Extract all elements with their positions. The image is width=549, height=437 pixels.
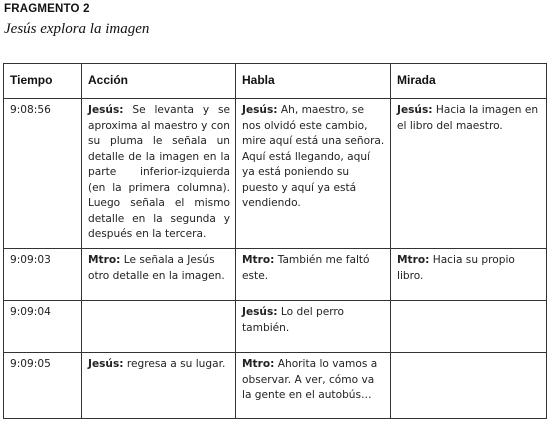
speaker-label: Mtro: — [242, 358, 275, 370]
mirada-cell — [391, 301, 547, 353]
speaker-label: Jesús: — [242, 104, 278, 116]
speaker-label: Jesús: — [242, 306, 278, 318]
fragment-title: Jesús explora la imagen — [4, 21, 150, 37]
habla-cell — [236, 353, 391, 419]
cell-text: Se levanta y se aproxima al maestro y con su pluma le señala un detalle de la imagen en la parte inferior-izquierda (en la primera columna). Luego señala el mismo detalle en la segunda y después en la tercera. — [88, 104, 230, 240]
speaker-label: Mtro: — [242, 254, 275, 266]
mirada-cell — [391, 249, 547, 301]
cell-text: Lo del perro también. — [242, 306, 345, 334]
accion-cell — [82, 249, 236, 301]
header-tiempo: Tiempo — [4, 64, 82, 99]
transcript-table — [3, 63, 547, 419]
speaker-label: Jesús: — [397, 104, 433, 116]
habla-cell — [236, 301, 391, 353]
accion-cell — [82, 353, 236, 419]
cell-text: También me faltó este. — [242, 254, 370, 282]
header-accion: Acción — [82, 64, 236, 99]
cell-text: Hacia la imagen en el libro del maestro. — [397, 104, 539, 132]
cell-text: Ah, maestro, se nos olvidó este cambio, mire aquí está una señora. Aquí está llegando, aquí ya está poniendo su puesto y aquí ya está vendiendo. — [242, 104, 385, 209]
accion-cell — [82, 301, 236, 353]
table-row — [4, 249, 547, 301]
cell-text: Le señala a Jesús otro detalle en la imagen. — [88, 254, 225, 282]
habla-cell — [236, 99, 391, 249]
cell-text: Hacia su propio libro. — [397, 254, 515, 282]
time-cell: 9:08:56 — [4, 99, 82, 249]
speaker-label: Mtro: — [88, 254, 121, 266]
time-cell: 9:09:04 — [4, 301, 82, 353]
header-mirada: Mirada — [391, 64, 547, 99]
accion-cell — [82, 99, 236, 249]
table-row — [4, 353, 547, 419]
speaker-label: Jesús: — [88, 104, 124, 116]
speaker-label: Mtro: — [397, 254, 430, 266]
cell-text: Ahorita lo vamos a observar. A ver, cómo va la gente en el autobús… — [242, 358, 378, 401]
time-cell: 9:09:03 — [4, 249, 82, 301]
habla-cell — [236, 249, 391, 301]
mirada-cell — [391, 99, 547, 249]
table-row — [4, 301, 547, 353]
header-habla: Habla — [236, 64, 391, 99]
time-cell: 9:09:05 — [4, 353, 82, 419]
mirada-cell — [391, 353, 547, 419]
speaker-label: Jesús: — [88, 358, 124, 370]
fragment-label: FRAGMENTO 2 — [4, 3, 90, 15]
header-row — [4, 64, 547, 99]
table-row — [4, 99, 547, 249]
cell-text: regresa a su lugar. — [123, 358, 226, 370]
